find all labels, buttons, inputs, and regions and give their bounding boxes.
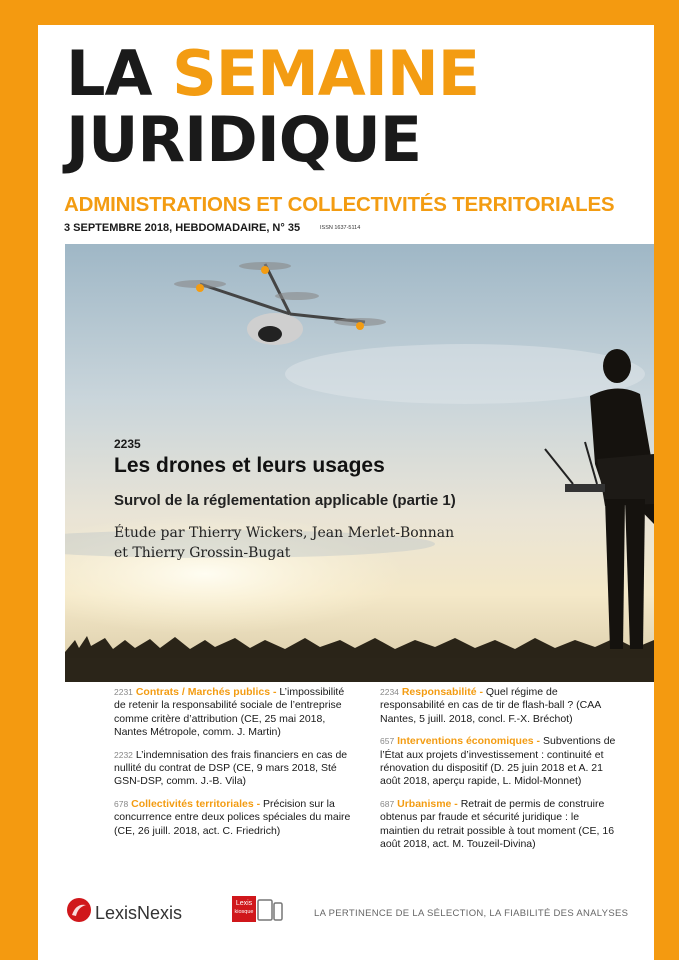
- lexis-kiosque-logo: [232, 896, 256, 922]
- summary-item: [380, 686, 618, 726]
- item-text: L’indemnisation des frais financiers en cas de nullité du contrat de DSP (CE, 9 mars 2018, Sté GSN-DSP, comm. J.-B. Vila): [114, 748, 348, 788]
- item-heading: Contrats / Marchés publics -: [135, 686, 277, 698]
- item-heading: Responsabilité -: [401, 686, 483, 698]
- masthead-line1: [66, 37, 480, 110]
- item-text: Retrait de permis de construire obtenus par fraude et sécurité juridique : le maintien du retrait possible à tout moment (CE, 16 août 2018, act. M. Touzeil-Divina): [380, 797, 615, 851]
- summary-item: [114, 686, 354, 740]
- hero-authors: [114, 523, 454, 563]
- kiosque-label-a: Lexis: [235, 900, 253, 907]
- item-number: 2232: [114, 749, 133, 760]
- item-number: 2234: [380, 687, 399, 697]
- publication-subtitle: ADMINISTRATIONS ET COLLECTIVITÉS TERRITORIALES: [64, 193, 615, 216]
- hero-photo: [65, 244, 654, 682]
- hero-authors-line2: et Thierry Grossin-Bugat: [114, 545, 291, 561]
- item-heading: Interventions économiques -: [397, 735, 541, 748]
- item-number: 678: [114, 798, 129, 809]
- hero-title: Les drones et leurs usages: [114, 454, 385, 477]
- publisher-name: LexisNexis: [95, 903, 183, 923]
- cover-sheet: [38, 25, 654, 960]
- hero-authors-line1: Étude par Thierry Wickers, Jean Merlet-Bonnan: [114, 525, 455, 541]
- left-summary-column: [114, 686, 354, 847]
- item-text: Précision sur la concurrence entre deux polices spéciales du maire (CE, 26 juill. 2018, act. C. Friedrich): [114, 797, 351, 837]
- footer-tagline: LA PERTINENCE DE LA SÉLECTION, LA FIABILITÉ DES ANALYSES: [314, 908, 629, 919]
- issn: ISSN 1637-5114: [320, 225, 361, 231]
- item-heading: Urbanisme -: [397, 797, 458, 810]
- summary-item: [114, 798, 354, 838]
- item-number: 687: [380, 798, 395, 809]
- lexisnexis-logo-icon: [66, 897, 92, 923]
- item-number: 657: [380, 736, 395, 747]
- summary-item: [380, 798, 618, 852]
- lexisnexis-logo: [66, 897, 92, 928]
- kiosque-label-b: kiosque: [234, 909, 254, 915]
- right-summary-column: [380, 686, 618, 860]
- hero-subtitle: Survol de la réglementation applicable (partie 1): [114, 492, 456, 509]
- summary-item: [114, 749, 354, 789]
- item-text: Subventions de l’État aux projets d’investissement : continuité et rénovation du dispositif (D. 25 juin 2018 et A. 21 août 2018, aperçu rapide, L. Midol-Monnet): [380, 735, 616, 788]
- masthead-la: LA: [66, 37, 152, 110]
- item-text: L’impossibilité de retenir la responsabilité sociale de l’entreprise comme critère d’attribution (CE, 25 mai 2018, Nantes Métropole, comm. J. Martin): [114, 686, 345, 739]
- masthead-semaine: SEMAINE: [172, 37, 480, 110]
- hero-article-number: 2235: [114, 437, 141, 451]
- item-number: 2231: [114, 687, 133, 697]
- item-text: Quel régime de responsabilité en cas de tir de flash-ball ? (CAA Nantes, 5 juill. 2018, concl. F.-X. Bréchot): [380, 686, 601, 725]
- masthead-line2: JURIDIQUE: [66, 103, 422, 176]
- issue-dateline: 3 SEPTEMBRE 2018, HEBDOMADAIRE, N° 35: [64, 222, 301, 234]
- item-heading: Collectivités territoriales -: [131, 797, 261, 810]
- devices-icon: [257, 897, 283, 923]
- summary-item: [380, 735, 618, 789]
